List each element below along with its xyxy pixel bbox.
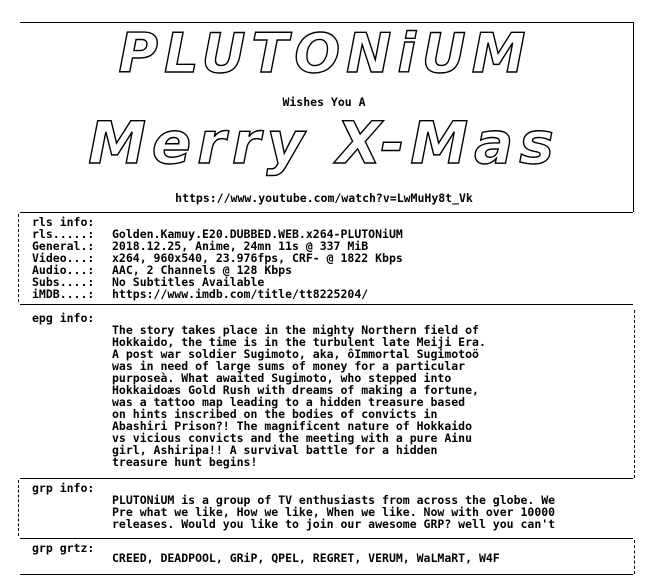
- rls-value: Golden.Kamuy.E20.DUBBED.WEB.x264-PLUTONiUM: [112, 227, 403, 241]
- video-key: Video...:: [32, 251, 95, 265]
- epg-line: was a tattoo map leading to a hidden treasure based: [112, 395, 466, 409]
- subs-key: Subs....:: [32, 275, 95, 289]
- epg-heading: epg info:: [32, 311, 95, 325]
- grp-left-border: [18, 480, 19, 536]
- bottom-border: [20, 574, 633, 575]
- epg-line: A post war soldier Sugimoto, aka, ôImmortal Sugimotoö: [112, 347, 479, 361]
- logo: PLUTONiUM: [118, 22, 532, 85]
- imdb-link[interactable]: https://www.imdb.com/title/tt8225204/: [112, 287, 369, 301]
- epg-line: on hints inscribed on the bodies of convicts in: [112, 407, 438, 421]
- grp-line: releases. Would you like to join our awesome GRP? well you can't: [112, 517, 556, 531]
- grp-line: PLUTONiUM is a group of TV enthusiasts from across the globe. We: [112, 493, 556, 507]
- epg-line: treasure hunt begins!: [112, 455, 258, 469]
- grp-line: Pre what we like, How we like, When we like. Now with over 10000: [112, 505, 556, 519]
- epg-right-border: [634, 310, 635, 478]
- header-bottom-border: [20, 212, 633, 213]
- grtz-right-border: [634, 540, 635, 574]
- epg-line: was in need of large sums of money for a particular: [112, 359, 466, 373]
- audio-value: AAC, 2 Channels @ 128 Kbps: [112, 263, 293, 277]
- grp-bottom-border: [20, 538, 633, 539]
- rls-key: rls.....:: [32, 227, 95, 241]
- epg-line: purposeà. What awaited Sugimoto, who stepped into: [112, 371, 452, 385]
- general-key: General.:: [32, 239, 95, 253]
- video-value: x264, 960x540, 23.976fps, CRF- @ 1822 Kbps: [112, 251, 403, 265]
- greeting-art: Merry X-Mas: [88, 109, 560, 177]
- youtube-link[interactable]: https://www.youtube.com/watch?v=LwMuHy8t_Vk: [175, 191, 473, 205]
- epg-bottom-border: [20, 478, 633, 479]
- grtz-list: CREED, DEADPOOL, GRiP, QPEL, REGRET, VERUM, WaLMaRT, W4F: [112, 551, 500, 565]
- grtz-heading: grp grtz:: [32, 541, 95, 555]
- wishes-text: Wishes You A: [282, 95, 366, 109]
- grp-heading: grp info:: [32, 481, 95, 495]
- general-value: 2018.12.25, Anime, 24mn 11s @ 337 MiB: [112, 239, 369, 253]
- epg-line: Abashiri Prison?! The magnificent nature of Hokkaido: [112, 419, 473, 433]
- audio-key: Audio...:: [32, 263, 95, 277]
- imdb-key: iMDB....:: [32, 287, 95, 301]
- rls-heading: rls info:: [32, 215, 95, 229]
- epg-line: Hokkaido, the time is in the turbulent late Meiji Era.: [112, 335, 486, 349]
- epg-line: The story takes place in the mighty Northern field of: [112, 323, 479, 337]
- epg-line: vs vicious convicts and the meeting with a pure Ainu: [112, 431, 473, 445]
- subs-value: No Subtitles Available: [112, 275, 265, 289]
- rls-left-border: [18, 214, 19, 302]
- epg-line: Hokkaidoæs Gold Rush with dreams of making a fortune,: [112, 383, 479, 397]
- rls-bottom-border: [20, 304, 633, 305]
- epg-line: girl, Ashiripa!! A survival battle for a hidden: [112, 443, 438, 457]
